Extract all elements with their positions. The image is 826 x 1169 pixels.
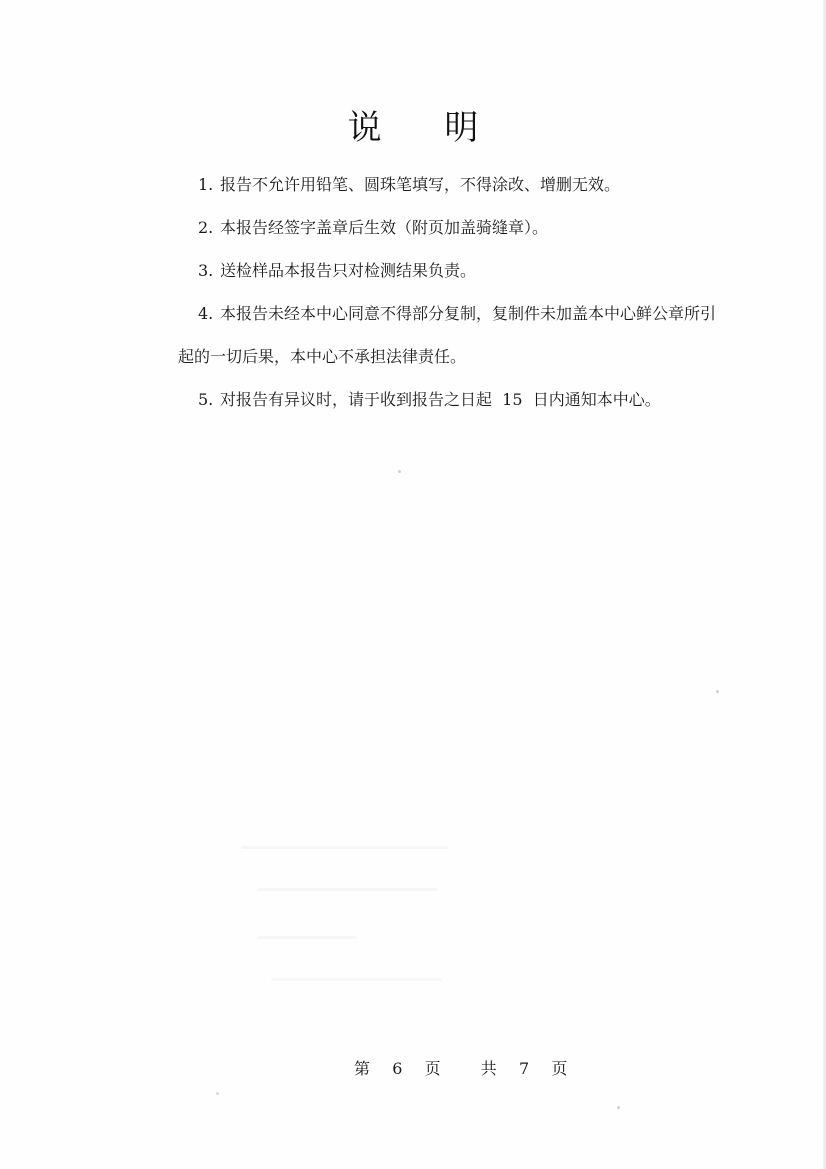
current-page-number: 6	[392, 1059, 403, 1078]
list-item	[198, 206, 758, 249]
item-text: 对报告有异议时，请于收到报告之日起 15 日内通知本中心。	[220, 390, 661, 409]
list-item	[198, 378, 758, 421]
show-through-mark	[230, 846, 460, 849]
speck	[398, 470, 401, 473]
page-label-prefix: 第	[354, 1059, 371, 1078]
item-number: 2.	[198, 218, 214, 237]
item-text: 报告不允许用铅笔、圆珠笔填写，不得涂改、增删无效。	[220, 175, 621, 194]
list-item	[198, 163, 758, 206]
show-through-mark	[230, 936, 460, 939]
total-page-number: 7	[518, 1059, 530, 1078]
list-item	[198, 249, 758, 292]
notes-list	[178, 163, 758, 421]
list-item	[198, 292, 758, 335]
item-number: 5.	[198, 390, 214, 409]
item-text: 本报告未经本中心同意不得部分复制，复制件未加盖本中心鲜公章所引	[220, 304, 717, 323]
page-number-footer	[354, 1056, 567, 1079]
item-number: 1.	[198, 175, 214, 194]
total-label-suffix: 页	[551, 1059, 568, 1078]
item-text: 起的一切后果，本中心不承担法律责任。	[178, 347, 467, 366]
speck	[617, 1106, 620, 1109]
show-through-mark	[230, 888, 460, 891]
list-item-continuation	[178, 335, 758, 378]
speck	[216, 1092, 219, 1095]
item-text: 本报告经签字盖章后生效（附页加盖骑缝章）。	[220, 218, 549, 237]
show-through-mark	[230, 978, 460, 981]
total-label-prefix: 共	[480, 1059, 497, 1078]
page-label-suffix: 页	[424, 1059, 441, 1078]
speck	[716, 690, 719, 693]
item-number: 4.	[198, 304, 214, 323]
item-text: 送检样品本报告只对检测结果负责。	[220, 261, 477, 280]
page-title: 说 明	[347, 108, 505, 148]
item-number: 3.	[198, 261, 214, 280]
